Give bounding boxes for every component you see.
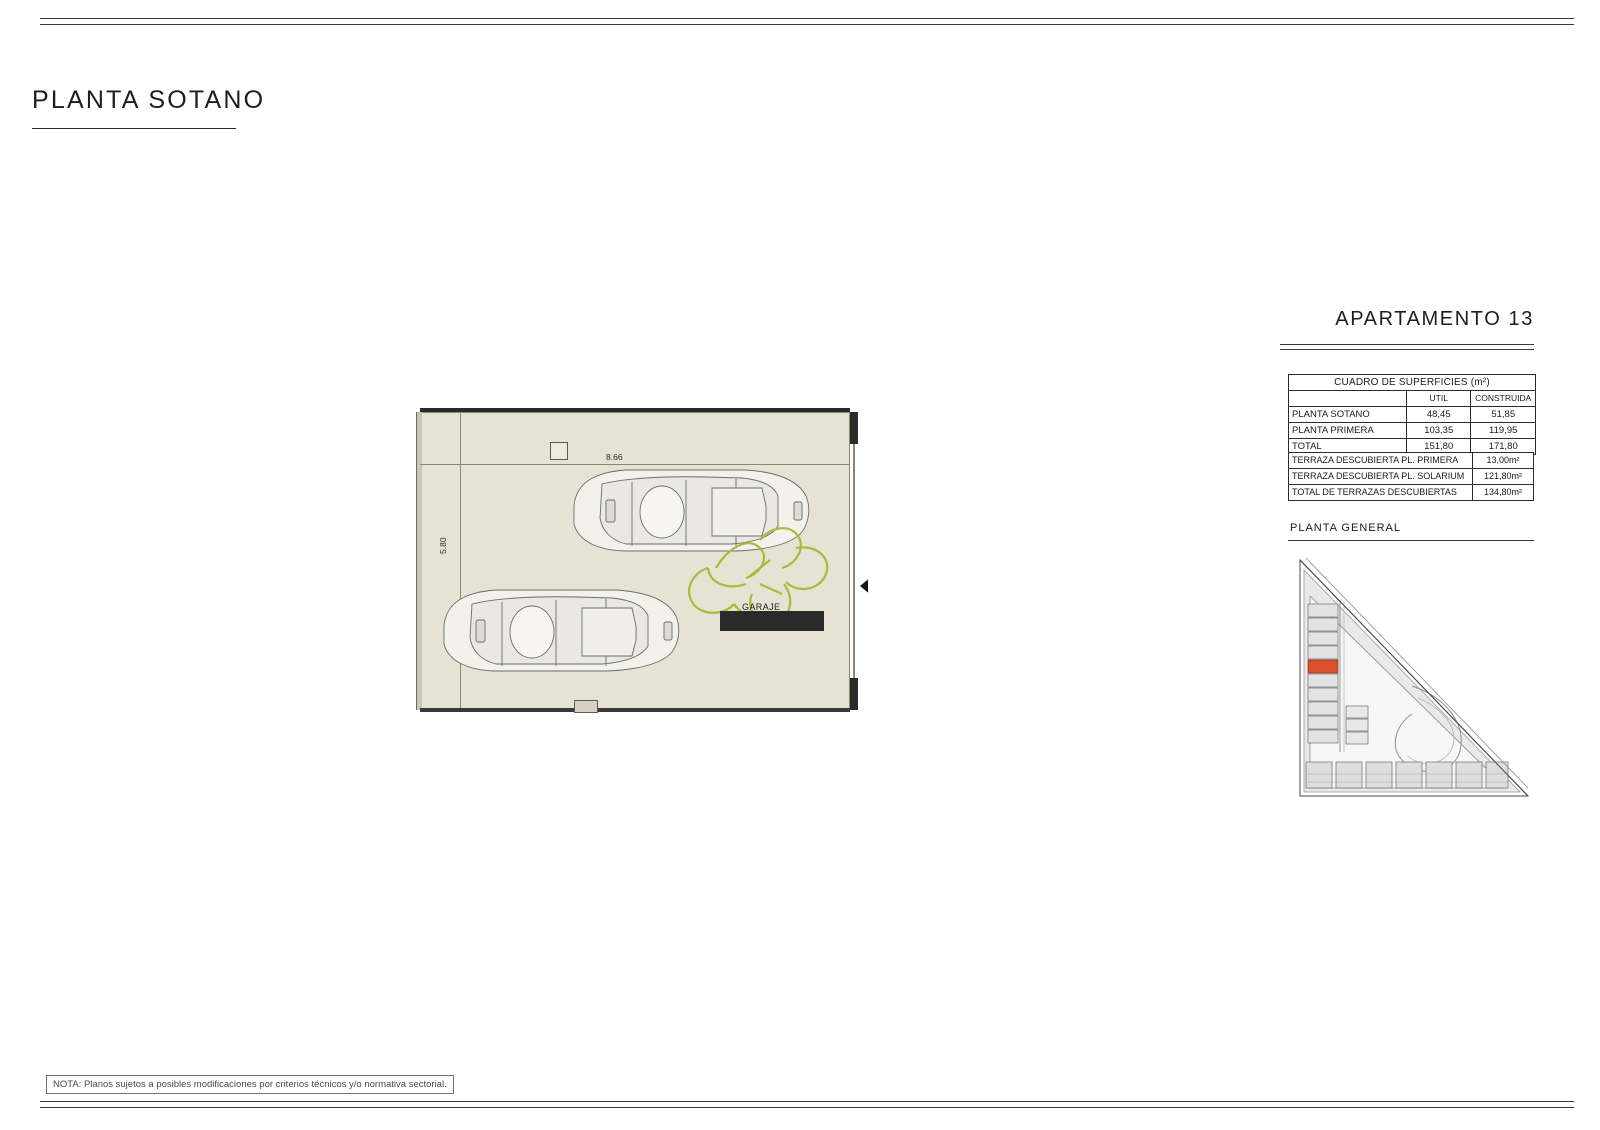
surfaces-col-construida: CONSTRUIDA [1471,391,1535,407]
page-title-underline [32,128,236,129]
room-label-strip [720,611,824,631]
room-label-garaje: GARAJE [742,602,781,612]
table-row [1289,407,1535,423]
table-row [1288,468,1534,484]
disclaimer-note: NOTA: Planos sujetos a posibles modificaciones por criterios técnicos y/o normativa sectorial. [46,1075,454,1094]
car-upper [574,470,809,551]
row-label-planta-primera: PLANTA PRIMERA [1289,423,1406,439]
terrace-value-primera: 13,00m² [1472,453,1533,468]
terrace-label-solarium: TERRAZA DESCUBIERTA PL. SOLARIUM [1292,471,1465,481]
plan-vehicles-and-planting [398,408,868,716]
row-construida-planta-sotano: 51,85 [1471,407,1535,423]
site-plan-thumbnail [1292,556,1532,804]
site-plan-underline [1288,540,1534,541]
footer-rule-secondary [40,1101,1574,1102]
dimension-width-label: 8.66 [606,452,623,462]
surfaces-table [1288,374,1536,455]
apartment-title-underline-secondary [1280,349,1534,350]
site-plan-highlighted-unit [1308,660,1338,673]
car-lower [444,590,679,671]
surfaces-table-caption: CUADRO DE SUPERFICIES (m²) [1289,375,1535,391]
row-util-planta-primera: 103,35 [1406,423,1470,439]
surfaces-col-util: UTIL [1406,391,1470,407]
row-label-planta-sotano: PLANTA SOTANO [1289,407,1406,423]
row-construida-planta-primera: 119,95 [1471,423,1535,439]
terrace-label-primera: TERRAZA DESCUBIERTA PL. PRIMERA [1292,455,1459,465]
terraces-table [1288,452,1534,501]
surfaces-col-blank [1289,391,1406,407]
header-rule-top [40,18,1574,19]
floor-plan [398,408,868,716]
site-plan-title: PLANTA GENERAL [1290,522,1401,534]
table-row [1289,423,1535,439]
header-rule-top-secondary [40,24,1574,25]
table-row [1288,484,1534,501]
table-row [1288,452,1534,468]
footer-rule [40,1107,1574,1108]
row-util-planta-sotano: 48,45 [1406,407,1470,423]
apartment-title: APARTAMENTO 13 [1335,308,1534,330]
row-util-total: 151,80 [1406,439,1470,455]
dimension-depth-label: 5.80 [438,537,448,554]
entrance-arrow-icon [860,576,868,596]
apartment-title-underline [1280,344,1534,345]
terrace-label-total: TOTAL DE TERRAZAS DESCUBIERTAS [1292,487,1457,497]
row-label-total: TOTAL [1289,439,1406,455]
row-construida-total: 171,80 [1471,439,1535,455]
site-plan-drawing [1292,556,1532,804]
terrace-value-solarium: 121,80m² [1472,469,1533,484]
page-title: PLANTA SOTANO [32,86,266,114]
terrace-value-total: 134,80m² [1472,485,1533,500]
table-header-row [1289,391,1535,407]
